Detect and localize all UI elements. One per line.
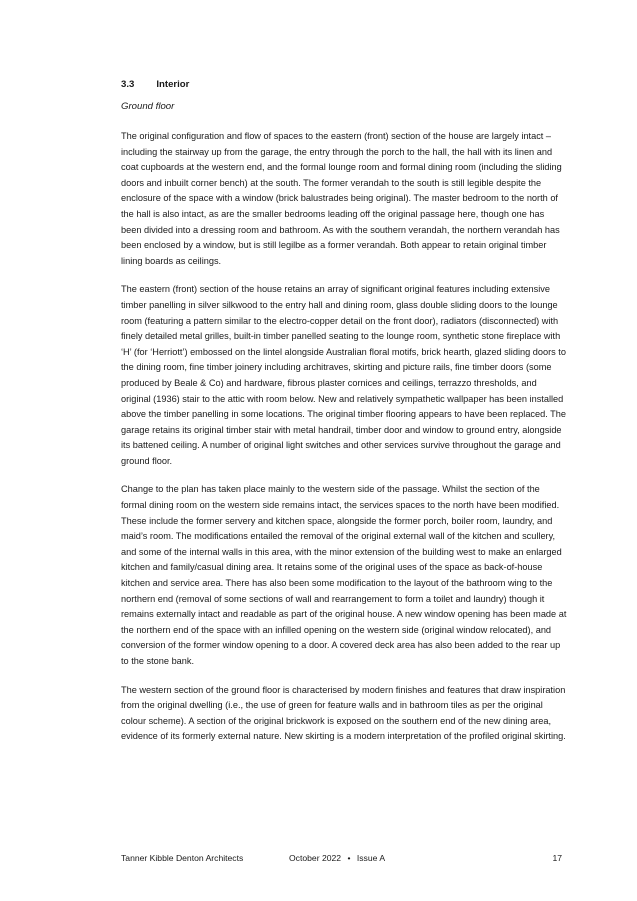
footer-bullet: • — [347, 853, 351, 863]
page-footer — [121, 853, 562, 863]
footer-page-number: 17 — [552, 853, 562, 863]
section-title: Interior — [156, 79, 190, 90]
paragraph-1: The original configuration and flow of spaces to the eastern (front) section of the house are largely intact – including the stairway up from the garage, the entry through the porch to the hall, the hall with its linen and coat cupboards at the western end, and the formal lounge room and formal dining room (including the sliding doors and inbuilt corner bench) at the south. The former verandah to the south is still legible despite the enclosure of the space with a window (brick balustrades being original). The master bedroom to the north of the hall is also intact, as are the smaller bedrooms leading off the original passage here, though one has been divided into a dressing room and bathroom. As with the southern verandah, the northern verandah has been enclosed by a window, but is still legilbe as a former verandah. Both appear to retain original timber lining boards as ceilings. — [121, 131, 562, 266]
footer-date-issue — [289, 853, 385, 863]
paragraph-2: The eastern (front) section of the house retains an array of significant original features including extensive timber panelling in silver silkwood to the entry hall and dining room, glass double sliding doors to the lounge room (featuring a pattern similar to the electro-copper detail on the front door), radiators (disconnected) with finely detailed metal grilles, built-in timber panelled seating to the lounge room, synthetic stone fireplace with ‘H’ (for ‘Herriott’) embossed on the lintel alongside Australian floral motifs, brick hearth, glazed sliding doors to the dining room, fine timber joinery including architraves, skirting and picture rails, fine timber doors (some produced by Beale & Co) and hardware, fibrous plaster cornices and ceilings, terrazzo thresholds, and original (1936) stair to the attic with room below. New and relatively sympathetic wallpaper has been installed above the timber panelling in some locations. The original timber flooring appears to have been replaced. The garage retains its original timber stair with metal handrail, timber door and window to ground entry, alongside its battened ceiling. A number of original light switches and other services survive throughout the garage and ground floor. — [121, 284, 567, 466]
body-text — [121, 129, 567, 758]
footer-date: October 2022 — [289, 853, 342, 863]
section-heading — [121, 79, 189, 90]
section-subtitle: Ground floor — [121, 101, 175, 112]
section-number: 3.3 — [121, 79, 135, 90]
footer-organization: Tanner Kibble Denton Architects — [121, 853, 244, 863]
footer-issue: Issue A — [356, 853, 386, 863]
paragraph-3: Change to the plan has taken place mainly to the western side of the passage. Whilst the section of the formal dining room on the western side remains intact, the services spaces to the north have been modified. These include the former servery and kitchen space, alongside the former porch, boiler room, laundry, and maid’s room. The modifications entailed the removal of the original external wall of the kitchen and scullery, and some of the internal walls in this area, with the minor extension of the building west to make an enlarged kitchen and family/casual dining area. It retains some of the original uses of the space as back-of-house kitchen and service area. There has also been some modification to the layout of the bathroom wing to the northern end (removal of some sections of wall and rearrangement to form a toilet and laundry) though it remains externally intact and readable as part of the original house. A new window opening has been made at the northern end of the space with an infilled opening on the western side (original window relocated), and conversion of the former window opening to a door. A covered deck area has also been added to the rear up to the stone bank. — [121, 484, 567, 666]
paragraph-4: The western section of the ground floor is characterised by modern finishes and features that draw inspiration from the original dwelling (i.e., the use of green for feature walls and in bathroom tiles as per the original colour scheme). A section of the original brickwork is exposed on the southern end of the new dining area, evidence of its formerly external nature. New skirting is a modern interpretation of the profiled original skirting. — [121, 684, 566, 742]
